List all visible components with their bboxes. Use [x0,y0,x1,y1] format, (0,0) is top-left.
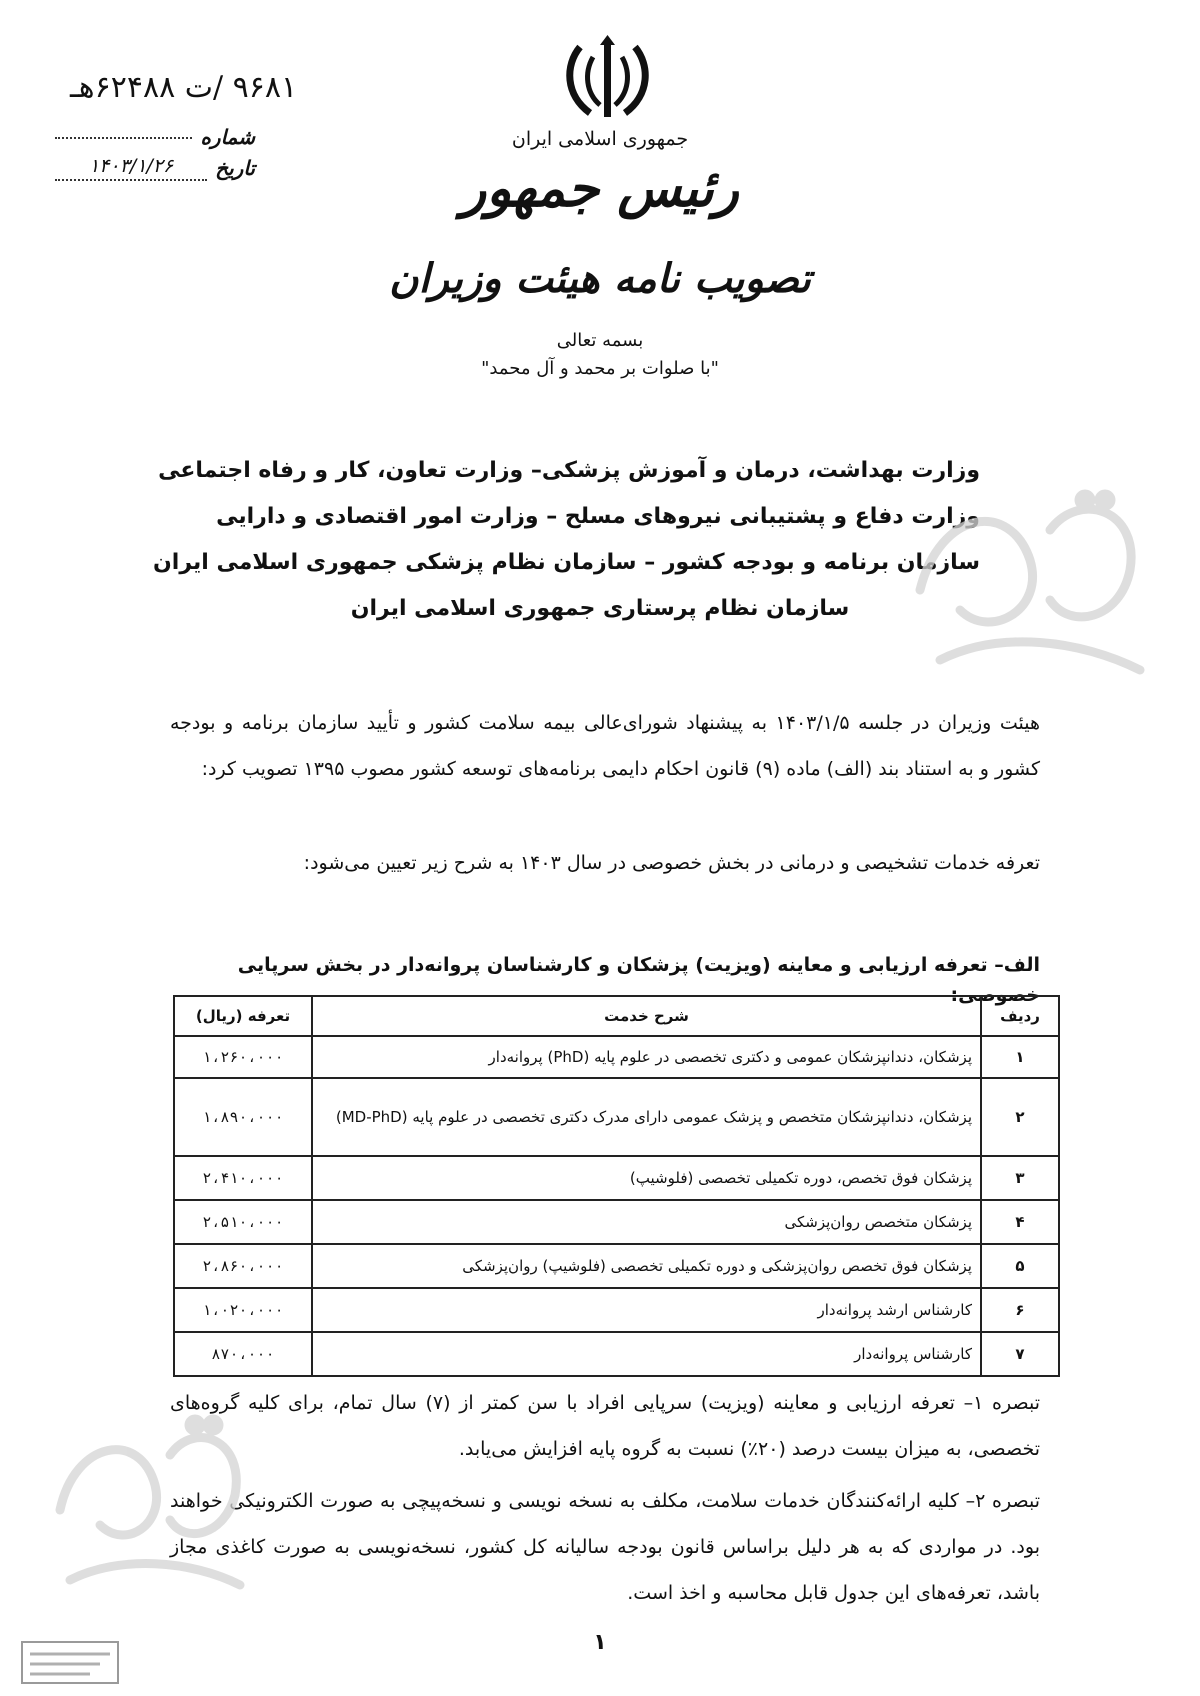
recipient-line: سازمان نظام پرستاری جمهوری اسلامی ایران [350,596,850,621]
section-alef-heading: الف– تعرفه ارزیابی و معاینه (ویزیت) پزشکان و کارشناسان پروانه‌دار در بخش سرپایی خصوصی: [237,954,1040,1006]
header-row-number: ردیف [981,996,1059,1036]
recipients-block [153,448,980,632]
row-number: ۱ [981,1036,1059,1078]
letter-number-field [55,125,255,149]
table-row [174,1156,1059,1200]
letter-date-field [55,155,255,181]
letter-date-label: تاریخ [215,156,255,180]
intro-paragraph: هیئت وزیران در جلسه ۱۴۰۳/۱/۵ به پیشنهاد شورای‌عالی بیمه سلامت کشور و تأیید سازمان برنامه و بودجه کشور و به استناد بند (الف) ماده (۹) قانون احکام دایمی برنامه‌های توسعه کشور مصوب ۱۳۹۵ تصویب کرد: [170,712,1040,780]
watermark-logo-icon [30,1400,260,1620]
service-description: پزشکان متخصص روان‌پزشکی [312,1200,981,1244]
header-service-description: شرح خدمت [312,996,981,1036]
row-number: ۵ [981,1244,1059,1288]
service-description: پزشکان، دندانپزشکان متخصص و پزشک عمومی دارای مدرک دکتری تخصصی در علوم پایه (MD-PhD) [312,1078,981,1156]
note-2-paragraph: تبصره ۲– کلیه ارائه‌کنندگان خدمات سلامت، مکلف به نسخه نویسی و نسخه‌پیچی به صورت الکترونیکی خواهند بود. در مواردی که به هر دلیل براساس قانون بودجه سالیانه کل کشور، نسخه‌نویسی به صورت کاغذی مجاز باشد، تعرفه‌های این جدول قابل محاسبه و اخذ است. [170,1490,1040,1604]
table-header-row [174,996,1059,1036]
iran-emblem-icon [560,35,655,125]
row-number: ۳ [981,1156,1059,1200]
table-row [174,1288,1059,1332]
fee-value: ۱،۸۹۰،۰۰۰ [174,1078,312,1156]
service-description: پزشکان، دندانپزشکان عمومی و دکتری تخصصی در علوم پایه (PhD) پروانه‌دار [312,1036,981,1078]
salawat-line: "با صلوات بر محمد و آل محمد" [481,358,719,379]
fee-value: ۲،۴۱۰،۰۰۰ [174,1156,312,1200]
fee-value: ۱،۰۲۰،۰۰۰ [174,1288,312,1332]
letter-number-value [55,135,192,139]
letter-reference-number: ۹۶۸۱ /ت ۶۲۴۸۸هـ [70,70,298,105]
row-number: ۷ [981,1332,1059,1376]
fee-value: ۲،۸۶۰،۰۰۰ [174,1244,312,1288]
fee-value: ۲،۵۱۰،۰۰۰ [174,1200,312,1244]
table-row [174,1200,1059,1244]
page-number: ۱ [593,1630,607,1655]
letter-number-label: شماره [200,125,255,149]
note-1-paragraph: تبصره ۱– تعرفه ارزیابی و معاینه (ویزیت) سرپایی افراد با سن کمتر از (۷) سال تمام، برای کلیه گروه‌های تخصصی، به میزان بیست درصد (۲۰٪) نسبت به گروه پایه افزایش می‌یابد. [170,1392,1040,1460]
tariff-sentence: تعرفه خدمات تشخیصی و درمانی در بخش خصوصی در سال ۱۴۰۳ به شرح زیر تعیین می‌شود: [303,852,1040,874]
document-type-title: تصویب نامه هیئت وزیران [389,255,811,302]
office-title: رئیس جمهور [461,158,739,219]
recipient-line: سازمان برنامه و بودجه کشور – سازمان نظام پزشکی جمهوری اسلامی ایران [153,550,980,575]
row-number: ۶ [981,1288,1059,1332]
fee-value: ۸۷۰،۰۰۰ [174,1332,312,1376]
table-row [174,1244,1059,1288]
corner-stamp-icon [20,1640,120,1685]
service-description: پزشکان فوق تخصص روان‌پزشکی و دوره تکمیلی تخصصی (فلوشیپ) روان‌پزشکی [312,1244,981,1288]
service-description: کارشناس پروانه‌دار [312,1332,981,1376]
republic-name: جمهوری اسلامی ایران [511,128,689,150]
table-row [174,1332,1059,1376]
letter-date-value: ۱۴۰۳/۱/۲۶ [55,155,207,181]
header-fee: تعرفه (ریال) [174,996,312,1036]
table-row [174,1078,1059,1156]
fee-value: ۱،۲۶۰،۰۰۰ [174,1036,312,1078]
recipient-line: وزارت بهداشت، درمان و آموزش پزشکی– وزارت تعاون، کار و رفاه اجتماعی [158,458,980,483]
table-row [174,1036,1059,1078]
row-number: ۴ [981,1200,1059,1244]
basmala: بسمه تعالی [556,330,644,351]
row-number: ۲ [981,1078,1059,1156]
recipient-line: وزارت دفاع و پشتیبانی نیروهای مسلح – وزارت امور اقتصادی و دارایی [216,504,980,529]
watermark-logo-icon [880,470,1180,700]
service-description: کارشناس ارشد پروانه‌دار [312,1288,981,1332]
tariff-table [173,995,1060,1377]
service-description: پزشکان فوق تخصص، دوره تکمیلی تخصصی (فلوشیپ) [312,1156,981,1200]
